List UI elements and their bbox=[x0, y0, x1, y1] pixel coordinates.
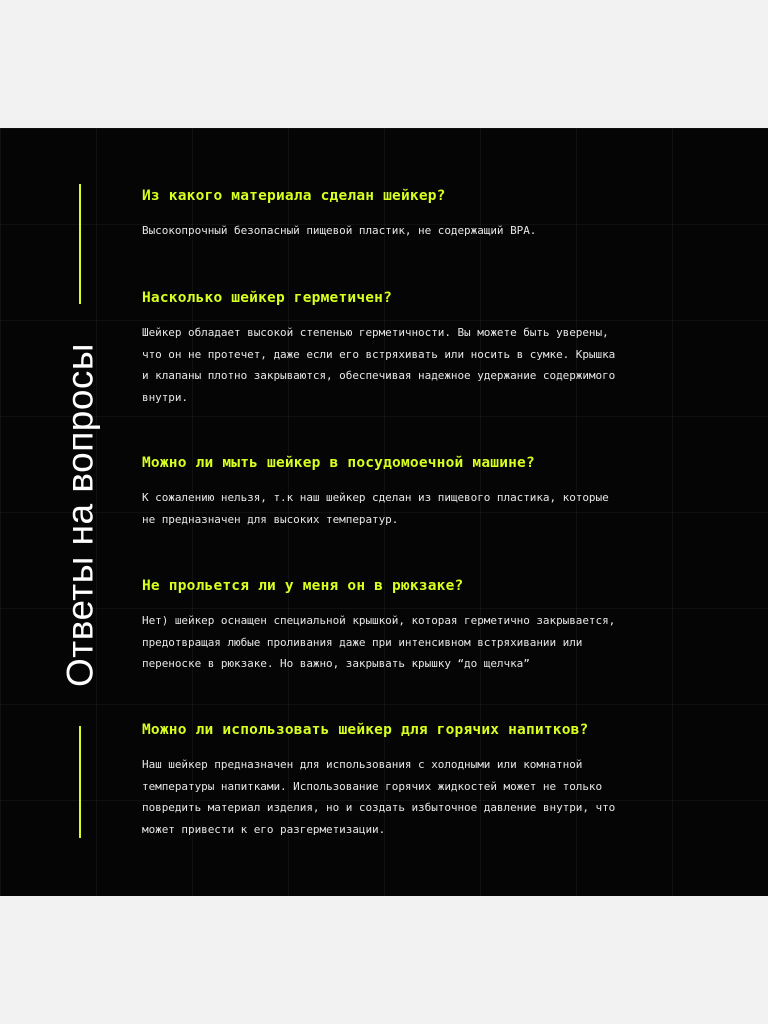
answer-line: и клапаны плотно закрываются, обеспечивая надежное удержание содержимого bbox=[142, 369, 616, 382]
faq-item-material bbox=[142, 186, 662, 242]
answer-line: может привести к его разгерметизации. bbox=[142, 822, 386, 836]
faq-question: Не прольется ли у меня он в рюкзаке? bbox=[142, 578, 464, 594]
faq-answer bbox=[142, 610, 662, 675]
faq-question: Насколько шейкер герметичен? bbox=[142, 290, 393, 306]
answer-line: Наш шейкер предназначен для использования с холодными или комнатной bbox=[142, 758, 583, 771]
faq-answer bbox=[142, 487, 662, 530]
faq-answer bbox=[142, 220, 662, 242]
answer-line: Шейкер обладает высокой степенью герметичности. Вы можете быть уверены, bbox=[142, 326, 609, 339]
faq-answer bbox=[142, 754, 662, 840]
answer-line: внутри. bbox=[142, 390, 189, 404]
answer-line: температуры напитками. Использование горячих жидкостей может не только bbox=[142, 779, 603, 793]
faq-question: Можно ли использовать шейкер для горячих напитков? bbox=[142, 722, 589, 738]
faq-panel bbox=[0, 128, 768, 896]
accent-line-bottom bbox=[79, 726, 81, 838]
faq-item-backpack bbox=[142, 576, 662, 675]
answer-line: повредить материал изделия, но и создать избыточное давление внутри, что bbox=[142, 801, 616, 814]
side-title: Ответы на вопросы bbox=[59, 342, 101, 688]
accent-line-top bbox=[79, 184, 81, 304]
answer-line: К сожалению нельзя, т.к наш шейкер сделан из пищевого пластика, которые bbox=[142, 491, 609, 504]
faq-item-dishwasher bbox=[142, 453, 662, 530]
answer-line: что он не протечет, даже если его встряхивать или носить в сумке. Крышка bbox=[142, 347, 616, 361]
faq-question: Из какого материала сделан шейкер? bbox=[142, 188, 446, 204]
faq-answer bbox=[142, 322, 662, 408]
faq-question: Можно ли мыть шейкер в посудомоечной машине? bbox=[142, 455, 535, 471]
answer-line: Высокопрочный безопасный пищевой пластик, не содержащий BPA. bbox=[142, 224, 537, 237]
answer-line: Нет) шейкер оснащен специальной крышкой, которая герметично закрывается, bbox=[142, 614, 616, 627]
answer-line: предотвращая любые проливания даже при интенсивном встряхивании или bbox=[142, 635, 583, 649]
faq-item-hot-drinks bbox=[142, 720, 662, 840]
answer-line: переноске в рюкзаке. Но важно, закрывать крышку “до щелчка” bbox=[142, 657, 530, 670]
faq-item-sealing bbox=[142, 288, 662, 408]
answer-line: не предназначен для высоких температур. bbox=[142, 512, 399, 526]
